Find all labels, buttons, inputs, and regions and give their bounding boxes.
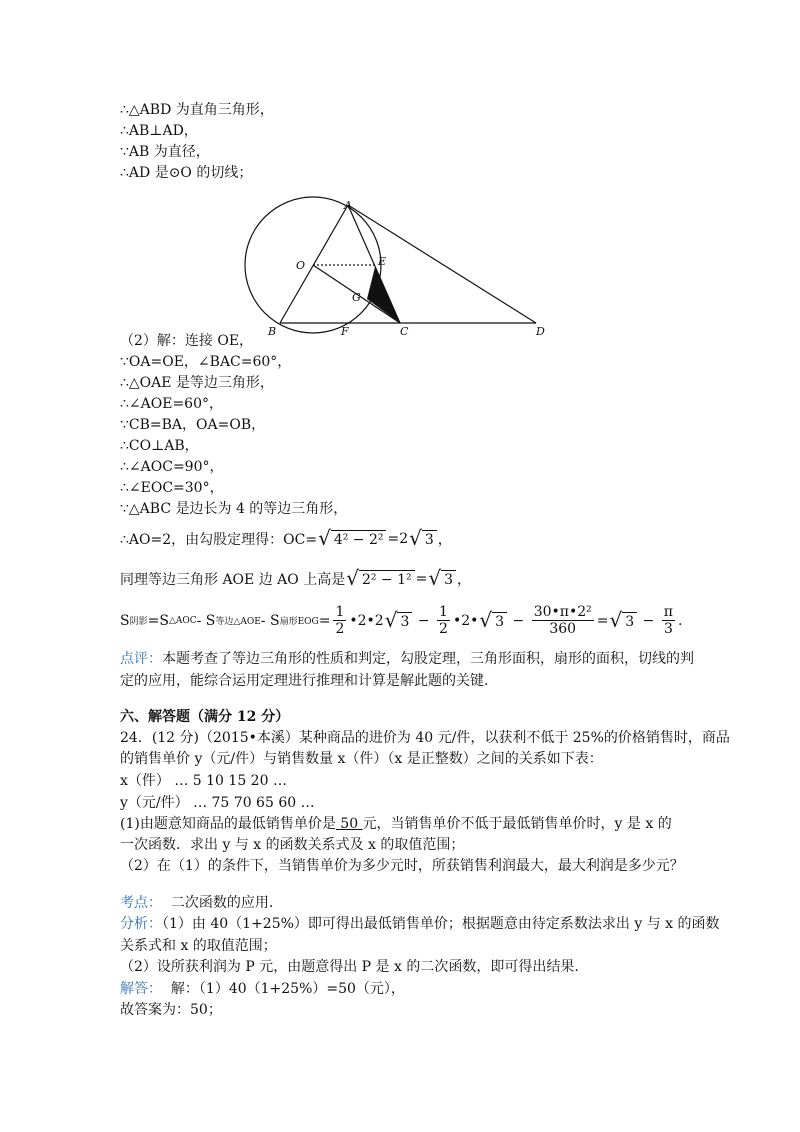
numerator: π bbox=[663, 604, 673, 620]
area-eq1: =S bbox=[147, 612, 169, 629]
problem-line bbox=[120, 815, 672, 833]
proof-line: ∴CO⊥AB， bbox=[120, 438, 199, 454]
area-term2: •2• bbox=[452, 612, 479, 629]
sqrt: √ 3 bbox=[479, 610, 507, 631]
area-eq3: = bbox=[596, 612, 609, 629]
label-d: D bbox=[536, 325, 545, 338]
proof-line: ∴△OAE 是等边三角形， bbox=[120, 375, 274, 391]
height-eq: = bbox=[415, 570, 428, 587]
denominator: 360 bbox=[549, 621, 577, 637]
fenxi-line: 关系式和 x 的取值范围； bbox=[120, 938, 277, 954]
label-g: G bbox=[352, 291, 361, 304]
problem-text: (1)由题意知商品的最低销售单价是 bbox=[120, 816, 336, 832]
sub-shadow: 阴影 bbox=[129, 617, 148, 627]
sqrt: √ 3 bbox=[385, 610, 413, 631]
proof-line: ∵OA=OE，∠BAC=60°， bbox=[120, 354, 292, 370]
jieda-line bbox=[120, 980, 405, 998]
proof-line: ∵CB=BA，OA=OB， bbox=[120, 417, 266, 433]
ao-prefix: ∴AO=2，由勾股定理得：OC= bbox=[120, 531, 318, 548]
radicand: 4² − 2² bbox=[331, 530, 387, 549]
fraction bbox=[532, 604, 594, 637]
answer-blank: 50 bbox=[335, 816, 363, 832]
proof-line: ∴△ABD 为直角三角形， bbox=[120, 102, 274, 118]
kaodian-line bbox=[120, 894, 273, 912]
problem-text: 元，当销售单价不低于最低销售单价时，y 是 x 的 bbox=[362, 816, 672, 832]
comment-line: 定的应用，能综合运用定理进行推理和计算是解此题的关键. bbox=[120, 673, 489, 689]
radicand: 2² − 1² bbox=[359, 570, 415, 589]
comment-text: 本题考查了等边三角形的性质和判定，勾股定理，三角形面积，扇形的面积，切线的判 bbox=[162, 651, 694, 667]
kaodian-label: 考点： bbox=[120, 895, 162, 911]
radicand: 3 bbox=[622, 612, 637, 631]
label-f: F bbox=[341, 325, 349, 338]
radicand: 3 bbox=[492, 612, 507, 631]
sub-aoc: △AOC bbox=[168, 615, 197, 626]
denominator: 2 bbox=[335, 621, 345, 637]
problem-line: x（件） … 5 10 15 20 … bbox=[120, 773, 287, 789]
problem-line: y（元/件） … 75 70 65 60 … bbox=[120, 795, 315, 811]
numerator: 1 bbox=[439, 604, 448, 620]
kaodian-text: 二次函数的应用. bbox=[170, 895, 274, 911]
area-term1: •2•2 bbox=[349, 612, 384, 629]
height-prefix: 同理等边三角形 AOE 边 AO 上高是 bbox=[120, 571, 346, 588]
comment-line bbox=[120, 650, 694, 668]
area-equation: S 阴影 =S △AOC - S 等边△AOE - S 扇形EOG = $\frac{1}{2}$ •2•2 √ 3 − $\frac{1}{2}$ •2• √ 3 − $\frac{\text{30•π•2²}}{360}$ = √ 3 − $\frac{\pi}{3}$ . bbox=[120, 604, 683, 637]
label-e: E bbox=[378, 255, 387, 268]
problem-line: 的销售单价 y（元/件）与销售数量 x（件）（x 是正整数）之间的关系如下表： bbox=[120, 751, 603, 767]
radicand: 3 bbox=[397, 612, 412, 631]
area-minus1: - S bbox=[196, 612, 216, 629]
fenxi-line: （2）设所获利润为 P 元，由题意得出 P 是 x 的二次函数，即可得出结果. bbox=[120, 959, 579, 975]
proof-line: ∴∠AOC=90°， bbox=[120, 459, 224, 475]
ao-eq: =2 bbox=[387, 530, 409, 547]
jieda-text: 解：（1）40（1+25%）=50（元）， bbox=[170, 981, 405, 997]
label-b: B bbox=[268, 325, 277, 338]
radicand: 3 bbox=[441, 570, 456, 589]
label-o: O bbox=[296, 259, 306, 272]
section-title: 六、解答题（满分 12 分） bbox=[120, 709, 290, 725]
sqrt: √ 4² − 2² bbox=[318, 528, 386, 549]
proof-line: ∴∠EOC=30°， bbox=[120, 480, 224, 496]
problem-line: （2）在（1）的条件下，当销售单价为多少元时，所获销售利润最大，最大利润是多少元？ bbox=[120, 858, 684, 874]
geometry-figure bbox=[240, 195, 560, 345]
area-s: S bbox=[120, 612, 130, 629]
problem-line: 一次函数．求出 y 与 x 的函数关系式及 x 的取值范围； bbox=[120, 837, 465, 853]
fraction bbox=[437, 604, 450, 637]
proof-line: ∴∠AOE=60°， bbox=[120, 396, 223, 412]
problem-line: 24．(12 分)（2015•本溪）某种商品的进价为 40 元/件，以获利不低于 25%的价格销售时，商品 bbox=[120, 730, 730, 746]
sub-eog: 扇形EOG bbox=[279, 617, 319, 627]
label-c: C bbox=[400, 325, 409, 338]
numerator: 30•π•2² bbox=[533, 604, 592, 620]
fenxi-label: 分析： bbox=[120, 916, 162, 932]
denominator: 2 bbox=[439, 621, 448, 637]
sub-aoe: 等边△AOE bbox=[215, 617, 261, 627]
proof-line: ∴AB⊥AD， bbox=[120, 123, 198, 139]
proof-line: ∵AB 为直径， bbox=[120, 144, 210, 160]
comment-label: 点评： bbox=[120, 651, 162, 667]
area-minus2: - S bbox=[260, 612, 280, 629]
fraction bbox=[662, 604, 675, 637]
sqrt: √ 3 bbox=[609, 610, 637, 631]
jieda-label: 解答： bbox=[120, 981, 162, 997]
label-a: A bbox=[344, 199, 352, 212]
sqrt: √ 3 bbox=[409, 528, 437, 549]
radicand: 3 bbox=[422, 530, 437, 549]
denominator: 3 bbox=[663, 621, 673, 637]
sqrt: √ 2² − 1² bbox=[346, 568, 414, 589]
fraction bbox=[333, 604, 346, 637]
jieda-line: 故答案为：50； bbox=[120, 1002, 222, 1018]
fenxi-line bbox=[120, 915, 720, 933]
shaded-region bbox=[367, 267, 400, 323]
ao-equation bbox=[120, 528, 452, 549]
ao-end: ， bbox=[437, 531, 452, 548]
area-eq2: = bbox=[318, 612, 331, 629]
fenxi-text: （1）由 40（1+25%）即可得出最低销售单价；根据题意由待定系数法求出 y 与 x 的函数 bbox=[162, 916, 720, 932]
height-equation bbox=[120, 568, 471, 589]
sqrt: √ 3 bbox=[428, 568, 456, 589]
height-end: ， bbox=[457, 571, 472, 588]
numerator: 1 bbox=[335, 604, 345, 620]
area-end: . bbox=[678, 612, 683, 629]
proof-line: ∵△ABC 是边长为 4 的等边三角形， bbox=[120, 501, 348, 517]
proof-line: （2）解：连接 OE， bbox=[120, 333, 254, 349]
segment-ab bbox=[280, 205, 348, 323]
proof-line: ∴AD 是⊙O 的切线； bbox=[120, 165, 253, 181]
